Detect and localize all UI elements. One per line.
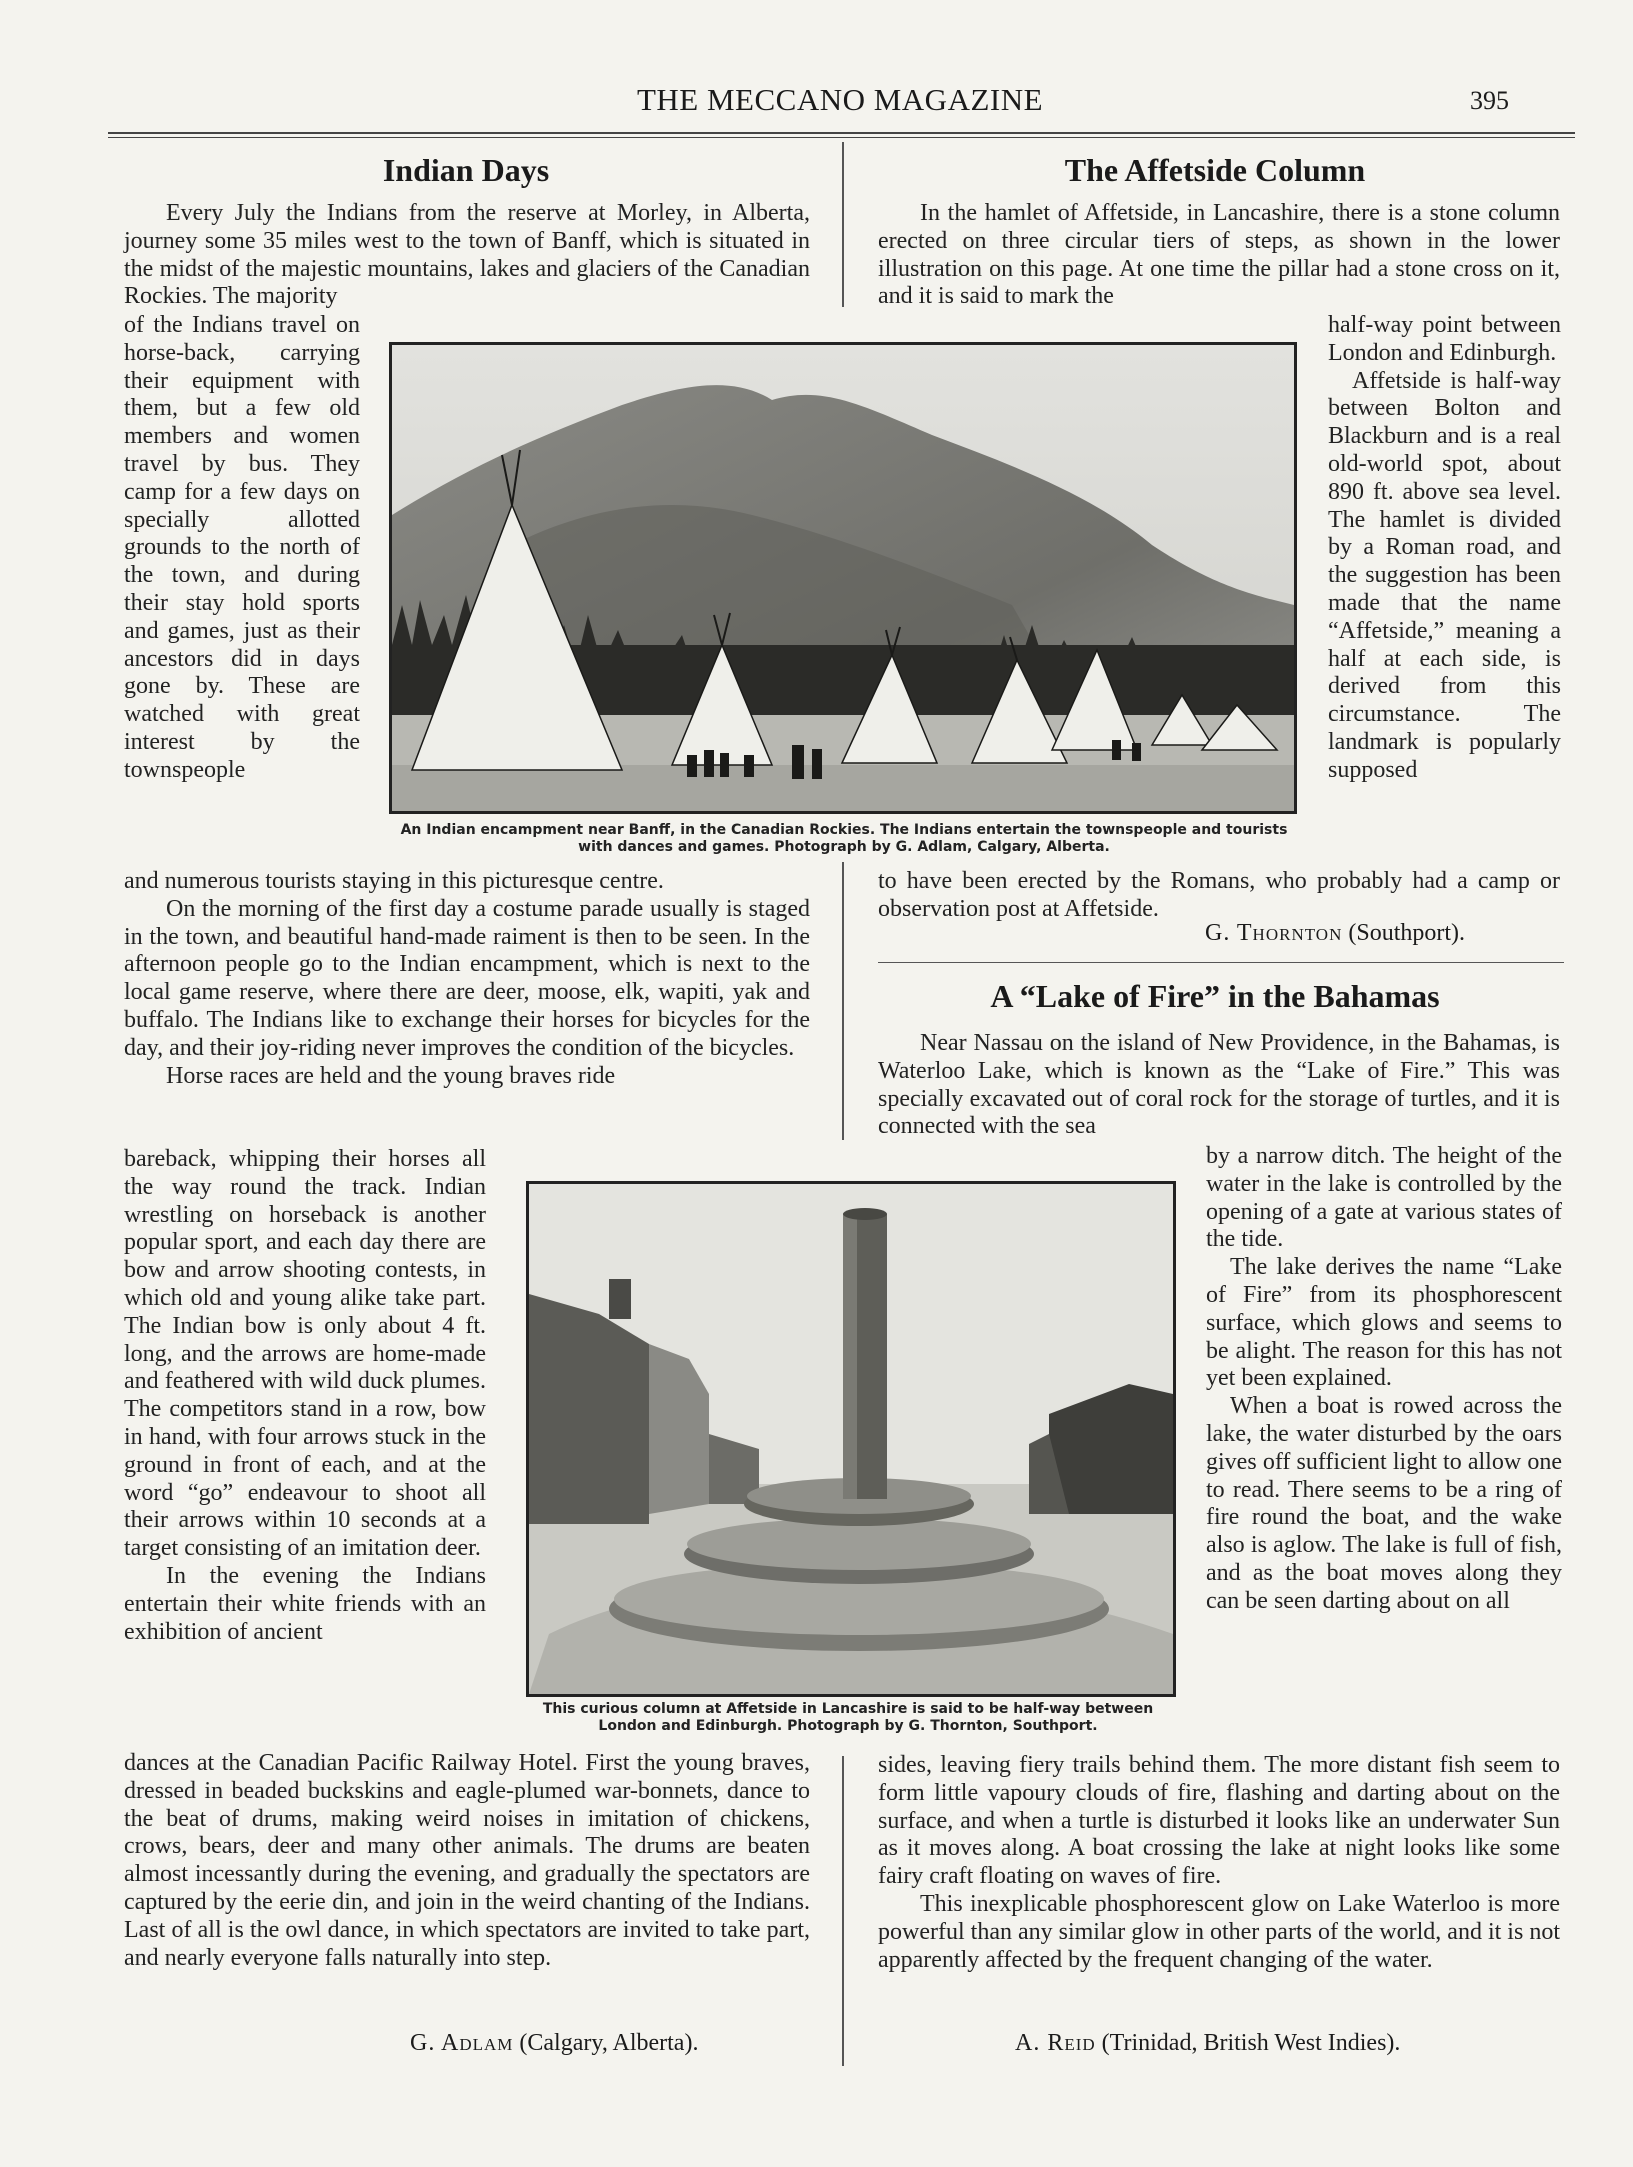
page-number: 395 <box>1470 86 1509 115</box>
affetside-author: G. Thornton (Southport). <box>1205 920 1466 946</box>
lake-of-fire-para-1: Near Nassau on the island of New Providence, in the Bahamas, is Waterloo Lake, which is known as the “Lake of Fire.” This was specially excavated out of coral rock for the storage of turtles, and it is connected with the sea <box>878 1030 1560 1140</box>
magazine-title: THE MECCANO MAGAZINE <box>636 82 1044 117</box>
article-divider <box>878 962 1564 963</box>
indian-days-wrap-2: bareback, whipping their horses all the way round the track. Indian wrestling on horseback is another popular sport, and each day there are bow and arrow shooting contests, in which old and young alike take part. The Indian bow is only about 4 ft. long, and the arrows are home-made and feathered with wild duck plumes. The competitors stand in a row, bow in hand, with four arrows stuck in the ground in front of each, and at the word “go” endeavour to shoot all their arrows within 10 seconds at a target consisting of an imitation deer. In the evening the Indians entertain their white friends with an exhibition of ancient <box>124 1146 486 1645</box>
indian-days-wrap-1: of the Indians travel on horse-back, carrying their equipment with them, but a few old members and women travel by bus. They camp for a few days on specially allotted grounds to the north of the town, and during their stay hold sports and games, just as their ancestors did in days gone by. These are watched with great interest by the townspeople <box>124 312 360 783</box>
lake-of-fire-end: sides, leaving fiery trails behind them. The more distant fish seem to form little vapoury clouds of fire, flashing and darting about on the surface, and when a turtle is disturbed it looks like an underwater Sun as it moves along. A boat crossing the lake at night looks like some fairy craft floating on waves of fire. This inexplicable phosphorescent glow on Lake Waterloo is more powerful than any similar glow in other parts of the world, and it is not apparently affected by the frequent changing of the water. <box>878 1752 1560 1973</box>
lake-of-fire-wrap: by a narrow ditch. The height of the water in the lake is controlled by the opening of a gate at various states of the tide. The lake derives the name “Lake of Fire” from its phosphorescent surface, which glows and seems to be alight. The reason for this has not yet been explained. When a boat is rowed across the lake, the water disturbed by the oars gives off sufficient light to allow one to read. There seems to be a ring of fire round the boat, and the wake also is aglow. The lake is full of fish, and as the boat moves along they can be seen darting about on all <box>1206 1143 1562 1614</box>
column-illustration <box>529 1184 1173 1694</box>
header-rule <box>108 132 1575 134</box>
affetside-column-caption: This curious column at Affetside in Lancashire is said to be half-way between London and Edinburgh. Photograph by G. Thornton, Southport. <box>542 1701 1154 1734</box>
indian-encampment-photo <box>389 342 1297 814</box>
lake-of-fire-title: A “Lake of Fire” in the Bahamas <box>990 978 1440 1014</box>
affetside-para-1: In the hamlet of Affetside, in Lancashire, there is a stone column erected on three circular tiers of steps, as shown in the lower illustration on this page. At one time the pillar had a stone cross on it, and it is said to mark the <box>878 200 1560 310</box>
affetside-title: The Affetside Column <box>1064 152 1366 188</box>
indian-encampment-caption: An Indian encampment near Banff, in the Canadian Rockies. The Indians entertain the townspeople and tourists with dances and games. Photograph by G. Adlam, Calgary, Alberta. <box>400 822 1288 855</box>
indian-days-title: Indian Days <box>382 152 550 188</box>
affetside-wrap: half-way point between London and Edinburgh. Affetside is half-way between Bolton and Blackburn and is a real old-world spot, about 890 ft. above sea level. The hamlet is divided by a Roman road, and the suggestion has been made that the name “Affetside,” meaning a half at each side, is derived from this circumstance. The landmark is popularly supposed <box>1328 312 1561 783</box>
encampment-illustration <box>392 345 1294 811</box>
header-rule-thin <box>108 137 1575 138</box>
indian-days-intro: Every July the Indians from the reserve at Morley, in Alberta, journey some 35 miles west to the town of Banff, which is situated in the midst of the majestic mountains, lakes and glaciers of the Canadian Rockies. The majority <box>124 200 810 310</box>
lake-of-fire-author: A. Reid (Trinidad, British West Indies). <box>1015 2030 1401 2056</box>
affetside-column-photo <box>526 1181 1176 1697</box>
affetside-end: to have been erected by the Romans, who probably had a camp or observation post at Affetside. <box>878 868 1560 922</box>
indian-days-author: G. Adlam (Calgary, Alberta). <box>410 2030 699 2056</box>
column-divider-top <box>842 142 844 307</box>
column-divider-bottom <box>842 1756 844 2066</box>
indian-days-end: dances at the Canadian Pacific Railway Hotel. First the young braves, dressed in beaded buckskins and eagle-plumed war-bonnets, dance to the beat of drums, making weird noises in imitation of chickens, crows, bears, deer and many other animals. The drums are beaten almost incessantly during the evening, and gradually the spectators are captured by the eerie din, and join in the weird chanting of the Indians. Last of all is the owl dance, in which spectators are invited to take part, and nearly everyone falls naturally into step. <box>124 1750 810 1971</box>
indian-days-main: and numerous tourists staying in this picturesque centre. On the morning of the first day a costume parade usually is staged in the town, and beautiful hand-made raiment is then to be seen. In the afternoon people go to the Indian encampment, which is next to the local game reserve, where there are deer, moose, elk, wapiti, yak and buffalo. The Indians like to exchange their horses for bicycles for the day, and their joy-riding never improves the condition of the bicycles. Horse races are held and the young braves ride <box>124 868 810 1089</box>
column-divider-mid <box>842 862 844 1140</box>
